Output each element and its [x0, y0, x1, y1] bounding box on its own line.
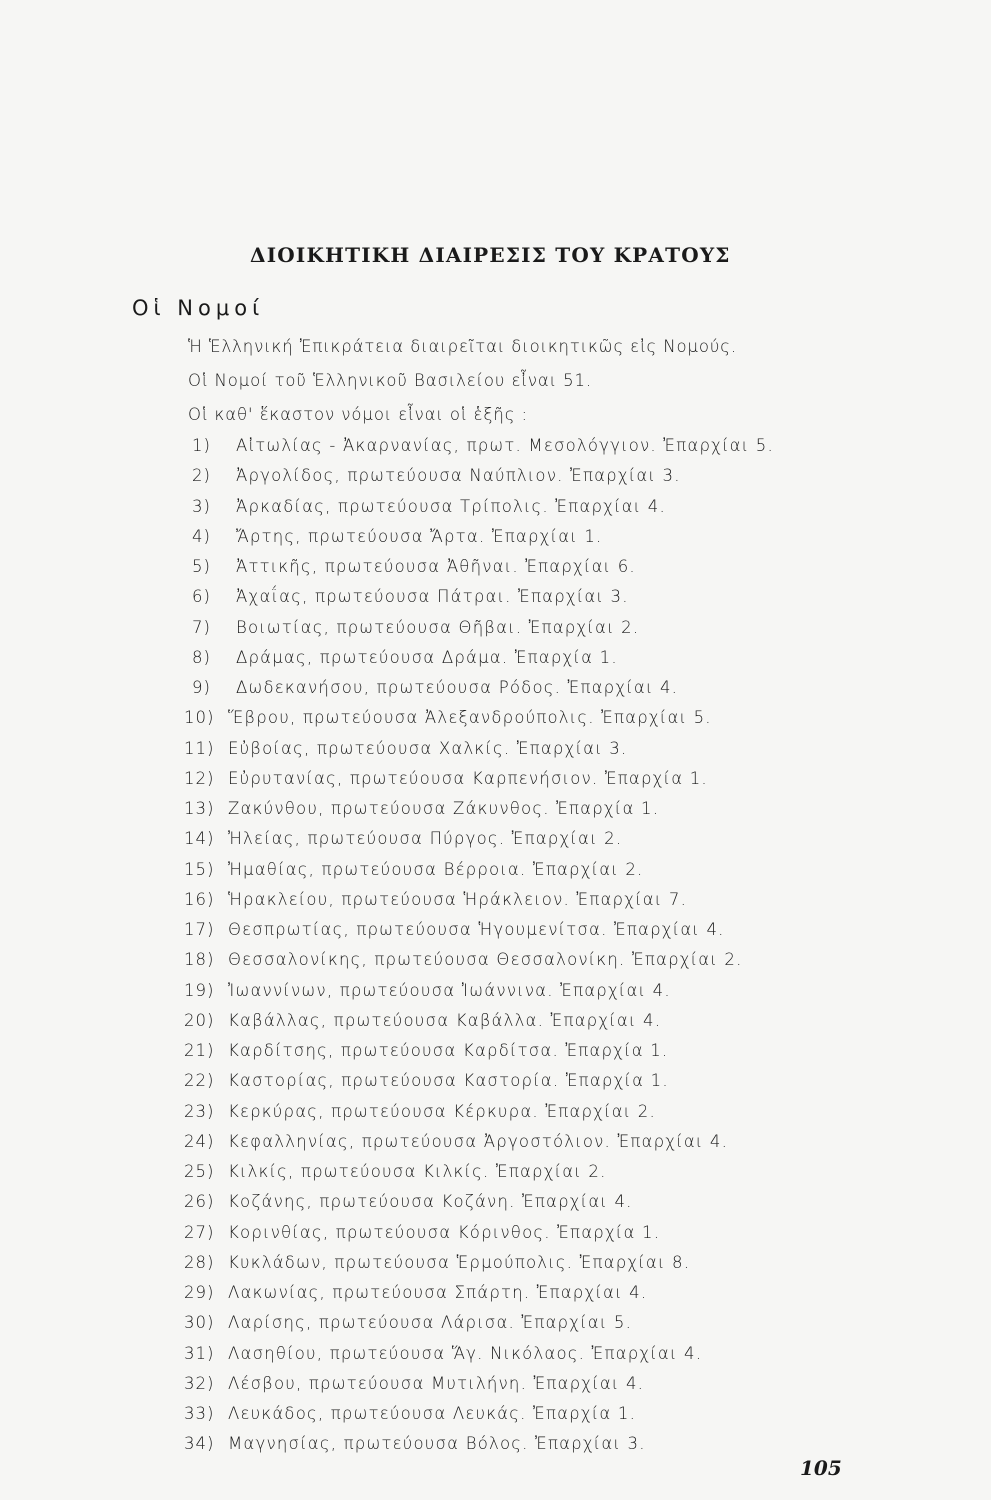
list-item-text: Ἄρτης, πρωτεύουσα Ἄρτα. Ἐπαρχίαι 1. — [236, 526, 603, 546]
list-item-text: Ἰωαννίνων, πρωτεύουσα Ἰωάννινα. Ἐπαρχίαι 4. — [228, 980, 671, 1000]
list-item — [192, 618, 639, 637]
list-item — [184, 1071, 669, 1090]
page-title: ΔΙΟΙΚΗΤΙΚΗ ΔΙΑΙΡΕΣΙΣ ΤΟΥ ΚΡΑΤΟΥΣ — [250, 243, 731, 267]
list-item-text: Ζακύνθου, πρωτεύουσα Ζάκυνθος. Ἐπαρχία 1. — [228, 799, 660, 818]
list-item — [192, 527, 602, 546]
list-item — [184, 1102, 656, 1121]
list-item-text: Λακωνίας, πρωτεύουσα Σπάρτη. Ἐπαρχίαι 4. — [228, 1283, 648, 1302]
list-item-text: Ἀρκαδίας, πρωτεύουσα Τρίπολις. Ἐπαρχίαι 4. — [236, 496, 666, 516]
list-item — [192, 466, 681, 485]
list-item-text: Ἀργολίδος, πρωτεύουσα Ναύπλιον. Ἐπαρχίαι 3. — [236, 466, 681, 486]
list-item — [184, 1192, 633, 1211]
list-item-text: Ἠλείας, πρωτεύουσα Πύργος. Ἐπαρχίαι 2. — [228, 829, 623, 849]
list-item-text: Λασηθίου, πρωτεύουσα Ἅγ. Νικόλαος. Ἐπαρχίαι 4. — [228, 1343, 703, 1363]
list-item — [184, 1132, 728, 1151]
list-item — [184, 950, 743, 969]
list-item — [184, 1253, 690, 1272]
list-item-number: 21) — [184, 1041, 215, 1060]
section-heading: Οἱ Νομοί — [132, 296, 265, 320]
list-item-text: Θεσπρωτίας, πρωτεύουσα Ἡγουμενίτσα. Ἐπαρχίαι 4. — [228, 920, 725, 939]
list-item-text: Λέσβου, πρωτεύουσα Μυτιλήνη. Ἐπαρχίαι 4. — [228, 1373, 645, 1393]
list-item-number: 15) — [184, 859, 215, 879]
list-item-number: 1) — [192, 436, 211, 455]
list-item-number: 10) — [184, 708, 215, 728]
list-item-number: 4) — [192, 526, 211, 546]
list-item — [184, 860, 644, 879]
list-item-text: Ἡρακλείου, πρωτεύουσα Ἡράκλειον. Ἐπαρχίαι 7. — [228, 889, 688, 909]
list-item-number: 14) — [184, 829, 215, 849]
list-item-text: Ἀχαΐας, πρωτεύουσα Πάτραι. Ἐπαρχίαι 3. — [236, 587, 629, 607]
list-item — [184, 1041, 668, 1060]
list-item-number: 25) — [184, 1162, 215, 1181]
list-item-number: 30) — [184, 1313, 215, 1333]
list-item — [184, 769, 708, 788]
list-item-text: Εὐρυτανίας, πρωτεύουσα Καρπενήσιον. Ἐπαρχία 1. — [228, 768, 708, 788]
list-item-number: 9) — [192, 678, 211, 697]
list-item — [184, 739, 627, 758]
list-item-number: 7) — [192, 617, 211, 637]
list-item — [192, 436, 774, 455]
list-item-text: Δωδεκανήσου, πρωτεύουσα Ρόδος. Ἐπαρχίαι 4. — [236, 678, 679, 697]
list-item-number: 5) — [192, 557, 211, 576]
list-item-number: 32) — [184, 1373, 215, 1393]
list-item — [184, 829, 622, 848]
list-item-number: 22) — [184, 1071, 215, 1091]
list-item — [184, 981, 671, 1000]
list-item-number: 24) — [184, 1131, 215, 1151]
list-item — [184, 1313, 632, 1332]
list-item-number: 17) — [184, 920, 215, 939]
list-item — [184, 1283, 647, 1302]
list-item-number: 3) — [192, 496, 211, 516]
list-item-number: 8) — [192, 647, 211, 667]
list-item-number: 2) — [192, 466, 211, 486]
list-item — [192, 678, 678, 697]
list-item — [192, 648, 618, 667]
list-item-text: Λαρίσης, πρωτεύουσα Λάρισα. Ἐπαρχίαι 5. — [228, 1313, 633, 1333]
page-number: 105 — [800, 1456, 842, 1480]
list-item-number: 27) — [184, 1222, 215, 1242]
list-item-text: Ἀττικῆς, πρωτεύουσα Ἀθῆναι. Ἐπαρχίαι 6. — [236, 557, 636, 576]
list-item-text: Ἠμαθίας, πρωτεύουσα Βέρροια. Ἐπαρχίαι 2. — [228, 859, 644, 879]
list-item — [184, 799, 659, 818]
list-item — [184, 1344, 702, 1363]
list-item-text: Καρδίτσης, πρωτεύουσα Καρδίτσα. Ἐπαρχία 1. — [228, 1041, 669, 1060]
list-item — [184, 1162, 607, 1181]
list-item-number: 18) — [184, 950, 215, 970]
intro-line: Οἱ καθ' ἕκαστον νόμοι εἶναι οἱ ἑξῆς : — [188, 405, 528, 424]
list-item — [184, 1223, 660, 1242]
list-item — [184, 890, 687, 909]
list-item — [184, 1374, 644, 1393]
list-item-number: 34) — [184, 1434, 215, 1454]
list-item-text: Κεφαλληνίας, πρωτεύουσα Ἀργοστόλιον. Ἐπαρχίαι 4. — [228, 1131, 729, 1151]
list-item — [184, 1404, 636, 1423]
list-item-text: Καβάλλας, πρωτεύουσα Καβάλλα. Ἐπαρχίαι 4. — [228, 1010, 662, 1030]
list-item-number: 28) — [184, 1252, 215, 1272]
list-item-text: Κερκύρας, πρωτεύουσα Κέρκυρα. Ἐπαρχίαι 2. — [228, 1101, 656, 1121]
list-item-number: 11) — [184, 738, 215, 758]
list-item-text: Κιλκίς, πρωτεύουσα Κιλκίς. Ἐπαρχίαι 2. — [228, 1162, 607, 1181]
list-item-text: Βοιωτίας, πρωτεύουσα Θῆβαι. Ἐπαρχίαι 2. — [236, 617, 640, 637]
intro-line: Ἡ Ἑλληνική Ἐπικράτεια διαιρεῖται διοικητικῶς εἰς Νομούς. — [188, 337, 738, 356]
list-item-text: Μαγνησίας, πρωτεύουσα Βόλος. Ἐπαρχίαι 3. — [228, 1434, 646, 1454]
list-item-number: 26) — [184, 1192, 215, 1212]
list-item-text: Καστορίας, πρωτεύουσα Καστορία. Ἐπαρχία 1. — [228, 1071, 669, 1091]
list-item-number: 29) — [184, 1283, 215, 1302]
list-item-text: Δράμας, πρωτεύουσα Δράμα. Ἐπαρχία 1. — [236, 647, 618, 667]
list-item-text: Θεσσαλονίκης, πρωτεύουσα Θεσσαλονίκη. Ἐπαρχίαι 2. — [228, 950, 743, 970]
list-item-number: 19) — [184, 980, 215, 1000]
list-item-number: 31) — [184, 1343, 215, 1363]
list-item — [184, 1011, 661, 1030]
list-item-number: 23) — [184, 1101, 215, 1121]
list-item — [192, 557, 636, 576]
list-item-number: 13) — [184, 799, 215, 818]
list-item — [184, 920, 725, 939]
list-item-text: Κορινθίας, πρωτεύουσα Κόρινθος. Ἐπαρχία 1. — [228, 1222, 661, 1242]
list-item-text: Κοζάνης, πρωτεύουσα Κοζάνη. Ἐπαρχίαι 4. — [228, 1192, 633, 1212]
list-item-number: 16) — [184, 889, 215, 909]
list-item-number: 20) — [184, 1010, 215, 1030]
list-item-number: 6) — [192, 587, 211, 607]
list-item-text: Αἰτωλίας - Ἀκαρνανίας, πρωτ. Μεσολόγγιον. Ἐπαρχίαι 5. — [236, 436, 774, 455]
intro-line: Οἱ Νομοί τοῦ Ἑλληνικοῦ Βασιλείου εἶναι 51. — [188, 371, 593, 390]
list-item — [184, 1434, 646, 1453]
list-item-number: 33) — [184, 1404, 215, 1423]
list-item-text: Ἕβρου, πρωτεύουσα Ἀλεξανδρούπολις. Ἐπαρχίαι 5. — [228, 708, 712, 728]
list-item-text: Κυκλάδων, πρωτεύουσα Ἑρμούπολις. Ἐπαρχίαι 8. — [228, 1252, 691, 1272]
list-item — [192, 587, 629, 606]
list-item-number: 12) — [184, 768, 215, 788]
list-item — [192, 497, 666, 516]
list-item-text: Εὐβοίας, πρωτεύουσα Χαλκίς. Ἐπαρχίαι 3. — [228, 738, 628, 758]
list-item — [184, 708, 712, 727]
list-item-text: Λευκάδος, πρωτεύουσα Λευκάς. Ἐπαρχία 1. — [228, 1404, 637, 1423]
